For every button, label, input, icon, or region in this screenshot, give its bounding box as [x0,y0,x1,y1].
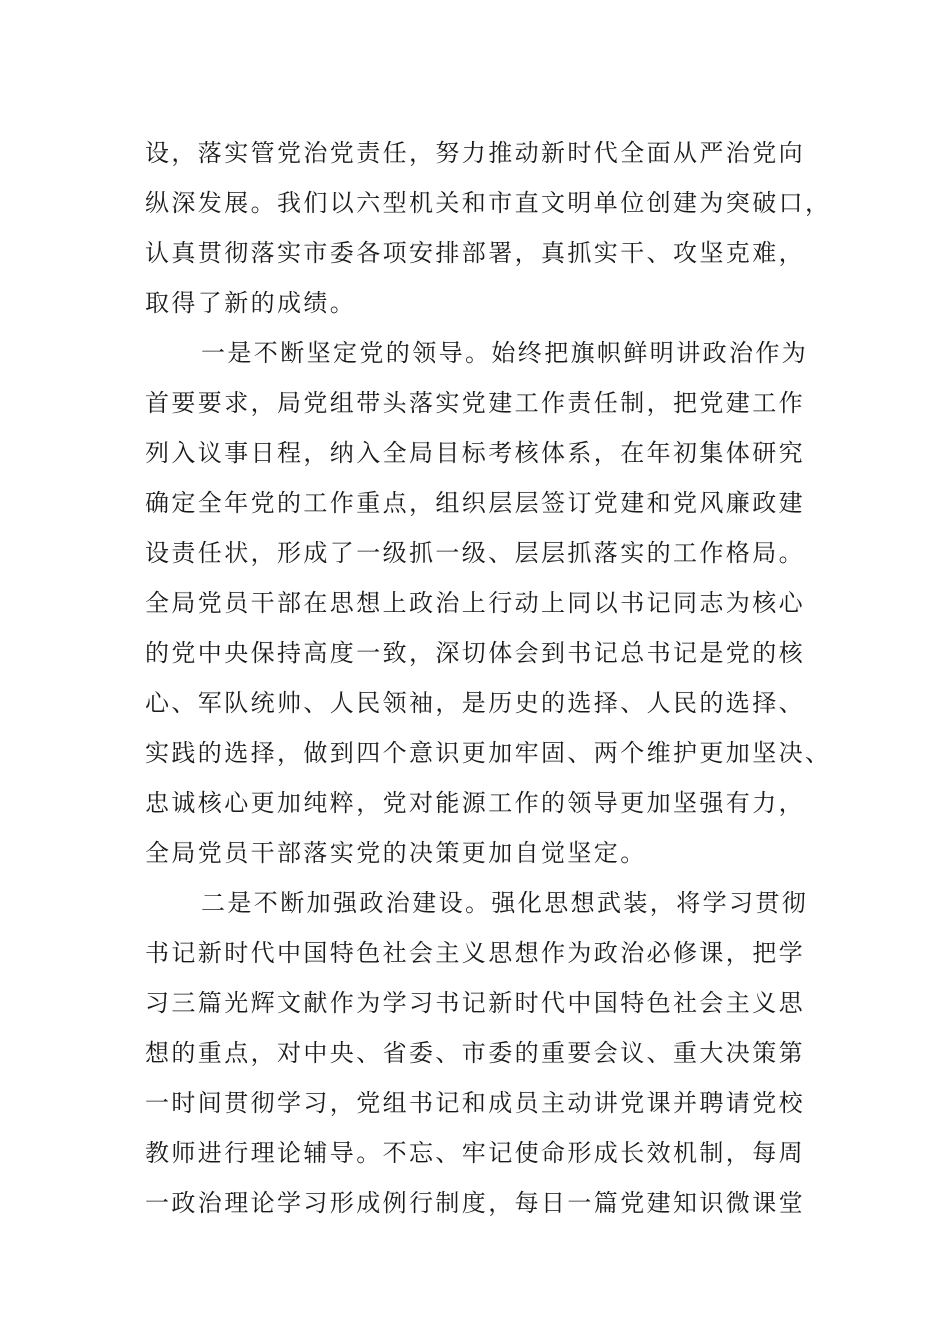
text-line: 纵深发展。我们以六型机关和市直文明单位创建为突破口， [145,189,832,217]
text-line: 一是不断坚定党的领导。始终把旗帜鲜明讲政治作为 [201,339,809,367]
paragraph [145,878,810,1228]
text-line: 列入议事日程，纳入全局目标考核体系，在年初集体研究 [145,439,805,467]
text-line: 首要要求，局党组带头落实党建工作责任制，把党建工作 [145,389,805,417]
text-line: 忠诚核心更加纯粹，党对能源工作的领导更加坚强有力， [145,789,805,817]
text-line: 一政治理论学习形成例行制度，每日一篇党建知识微课堂 [145,1189,805,1217]
text-line: 的党中央保持高度一致，深切体会到书记总书记是党的核 [145,639,805,667]
text-line: 想的重点，对中央、省委、市委的重要会议、重大决策第 [145,1039,805,1067]
paragraph [145,128,832,328]
text-line: 设责任状，形成了一级抓一级、层层抓落实的工作格局。 [145,539,805,567]
text-line: 取得了新的成绩。 [145,289,357,317]
text-line: 一时间贯彻学习，党组书记和成员主动讲党课并聘请党校 [145,1089,805,1117]
text-line: 实践的选择，做到四个意识更加牢固、两个维护更加坚决、 [145,739,832,767]
document-body [145,128,832,1228]
text-line: 认真贯彻落实市委各项安排部署，真抓实干、攻坚克难， [145,239,805,267]
text-line: 二是不断加强政治建设。强化思想武装，将学习贯彻 [201,889,809,917]
text-line: 全局党员干部在思想上政治上行动上同以书记同志为核心 [145,589,805,617]
text-line: 确定全年党的工作重点，组织层层签订党建和党风廉政建 [145,489,805,517]
text-line: 全局党员干部落实党的决策更加自觉坚定。 [145,839,647,867]
text-line: 教师进行理论辅导。不忘、牢记使命形成长效机制，每周 [145,1139,805,1167]
text-line: 心、军队统帅、人民领袖，是历史的选择、人民的选择、 [145,689,805,717]
text-line: 设，落实管党治党责任，努力推动新时代全面从严治党向 [145,139,805,167]
text-line: 习三篇光辉文献作为学习书记新时代中国特色社会主义思 [145,989,805,1017]
text-line: 书记新时代中国特色社会主义思想作为政治必修课，把学 [145,939,805,967]
paragraph [145,328,832,878]
